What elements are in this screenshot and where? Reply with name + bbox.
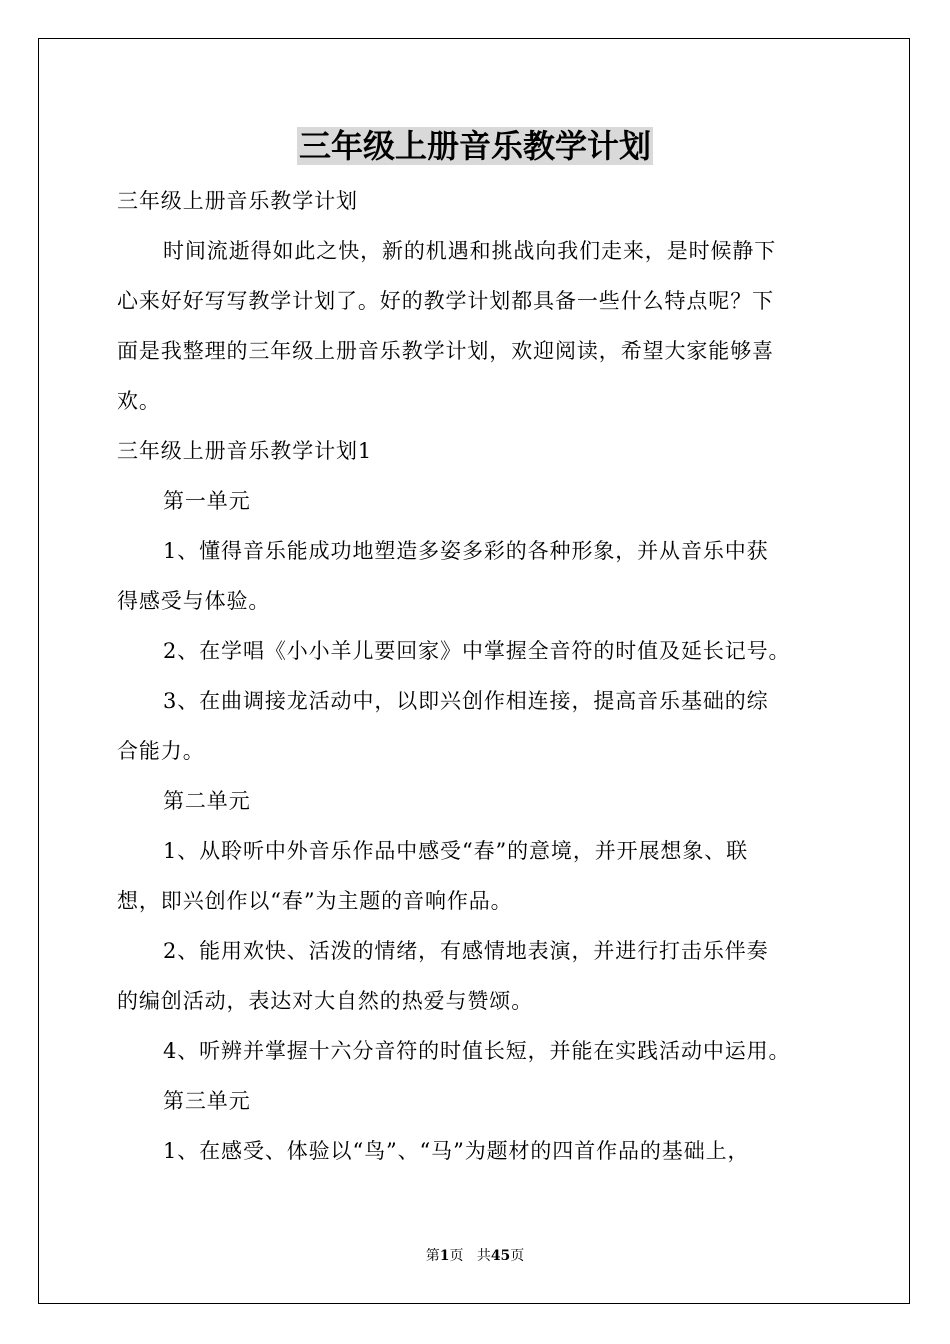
text-line: 得感受与体验。 [117, 589, 271, 613]
text-line: 合能力。 [117, 739, 205, 763]
document-body [117, 176, 839, 1176]
footer-page-total: 45 [490, 1248, 511, 1264]
text-line: 三年级上册音乐教学计划1 [117, 439, 373, 463]
text-line: 的编创活动，表达对大自然的热爱与赞颂。 [117, 989, 534, 1013]
text-line: 1、从聆听中外音乐作品中感受“春”的意境，并开展想象、联 [163, 839, 749, 863]
text-line: 欢。 [117, 389, 161, 413]
text-line: 2、能用欢快、活泼的情绪，有感情地表演，并进行打击乐伴奏 [163, 939, 769, 963]
text-line: 面是我整理的三年级上册音乐教学计划，欢迎阅读，希望大家能够喜 [117, 339, 774, 363]
footer-page-current: 1 [439, 1248, 450, 1264]
text-line: 4、听辨并掌握十六分音符的时值长短，并能在实践活动中运用。 [163, 1039, 791, 1063]
text-line: 想，即兴创作以“春”为主题的音响作品。 [117, 889, 513, 913]
text-line: 1、懂得音乐能成功地塑造多姿多彩的各种形象，并从音乐中获 [163, 539, 769, 563]
footer-page-unit: 页 [449, 1248, 464, 1264]
text-line: 1、在感受、体验以“鸟”、“马”为题材的四首作品的基础上， [163, 1139, 750, 1163]
text-line: 三年级上册音乐教学计划 [117, 189, 358, 213]
page-footer [0, 1246, 950, 1266]
footer-total-unit: 页 [510, 1248, 525, 1264]
text-line: 第三单元 [163, 1089, 251, 1113]
text-line: 3、在曲调接龙活动中，以即兴创作相连接，提高音乐基础的综 [163, 689, 769, 713]
footer-total-prefix: 共 [476, 1248, 491, 1264]
text-line: 2、在学唱《小小羊儿要回家》中掌握全音符的时值及延长记号。 [163, 639, 791, 663]
text-line: 第一单元 [163, 489, 251, 513]
text-line: 第二单元 [163, 789, 251, 813]
document-title [0, 124, 950, 168]
document-title-text: 三年级上册音乐教学计划 [298, 127, 651, 165]
footer-page-prefix: 第 [425, 1248, 440, 1264]
text-line: 心来好好写写教学计划了。好的教学计划都具备一些什么特点呢？下 [117, 289, 774, 313]
text-line: 时间流逝得如此之快，新的机遇和挑战向我们走来，是时候静下 [163, 239, 777, 263]
